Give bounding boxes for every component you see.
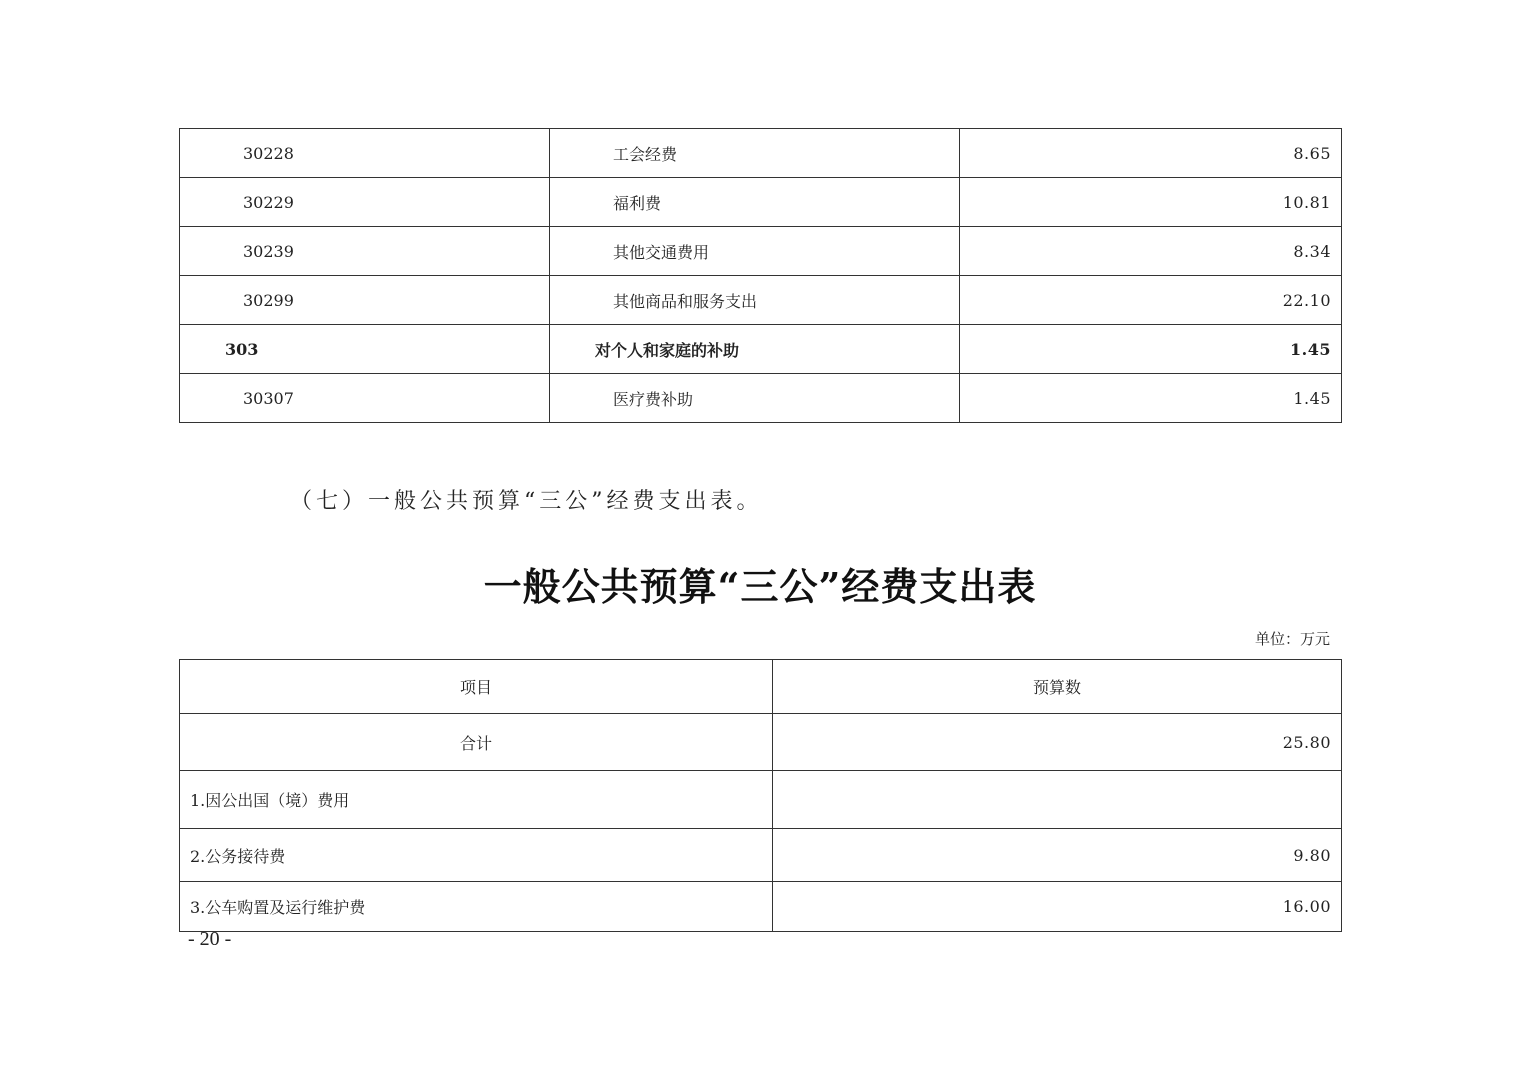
table-row	[180, 129, 1342, 178]
table-title: 一般公共预算“三公”经费支出表	[483, 564, 1037, 609]
row-amount: 22.10	[960, 276, 1342, 325]
row-amount: 9.80	[773, 829, 1342, 882]
row-amount: 8.65	[960, 129, 1342, 178]
table-header-row	[180, 660, 1342, 714]
row-amount: 8.34	[960, 227, 1342, 276]
row-amount	[773, 771, 1342, 829]
row-name: 对个人和家庭的补助	[550, 325, 960, 374]
total-label: 合计	[180, 714, 773, 771]
table-row	[180, 882, 1342, 932]
row-name: 福利费	[550, 178, 960, 227]
row-label: 3.公车购置及运行维护费	[180, 882, 773, 932]
table-row	[180, 829, 1342, 882]
table-row	[180, 178, 1342, 227]
row-name: 其他交通费用	[550, 227, 960, 276]
row-name: 医疗费补助	[550, 374, 960, 423]
row-name: 工会经费	[550, 129, 960, 178]
row-code: 30239	[180, 227, 550, 276]
row-label: 2.公务接待费	[180, 829, 773, 882]
row-amount: 16.00	[773, 882, 1342, 932]
table-row-category	[180, 325, 1342, 374]
row-code: 30299	[180, 276, 550, 325]
section-heading: （七）一般公共预算“三公”经费支出表。	[290, 489, 763, 514]
table-row	[180, 771, 1342, 829]
header-item: 项目	[180, 660, 773, 714]
total-amount: 25.80	[773, 714, 1342, 771]
page-number: - 20 -	[188, 928, 232, 950]
header-budget: 预算数	[773, 660, 1342, 714]
total-row	[180, 714, 1342, 771]
row-name: 其他商品和服务支出	[550, 276, 960, 325]
row-label: 1.因公出国（境）费用	[180, 771, 773, 829]
table-row	[180, 374, 1342, 423]
row-code: 30307	[180, 374, 550, 423]
table-row	[180, 227, 1342, 276]
row-amount: 10.81	[960, 178, 1342, 227]
three-public-expenses-table	[179, 659, 1342, 932]
row-amount: 1.45	[960, 325, 1342, 374]
row-code: 30229	[180, 178, 550, 227]
row-amount: 1.45	[960, 374, 1342, 423]
table-row	[180, 276, 1342, 325]
expenditure-detail-table	[179, 128, 1342, 423]
row-code: 30228	[180, 129, 550, 178]
unit-label: 单位：万元	[1254, 630, 1330, 648]
row-code: 303	[180, 325, 550, 374]
